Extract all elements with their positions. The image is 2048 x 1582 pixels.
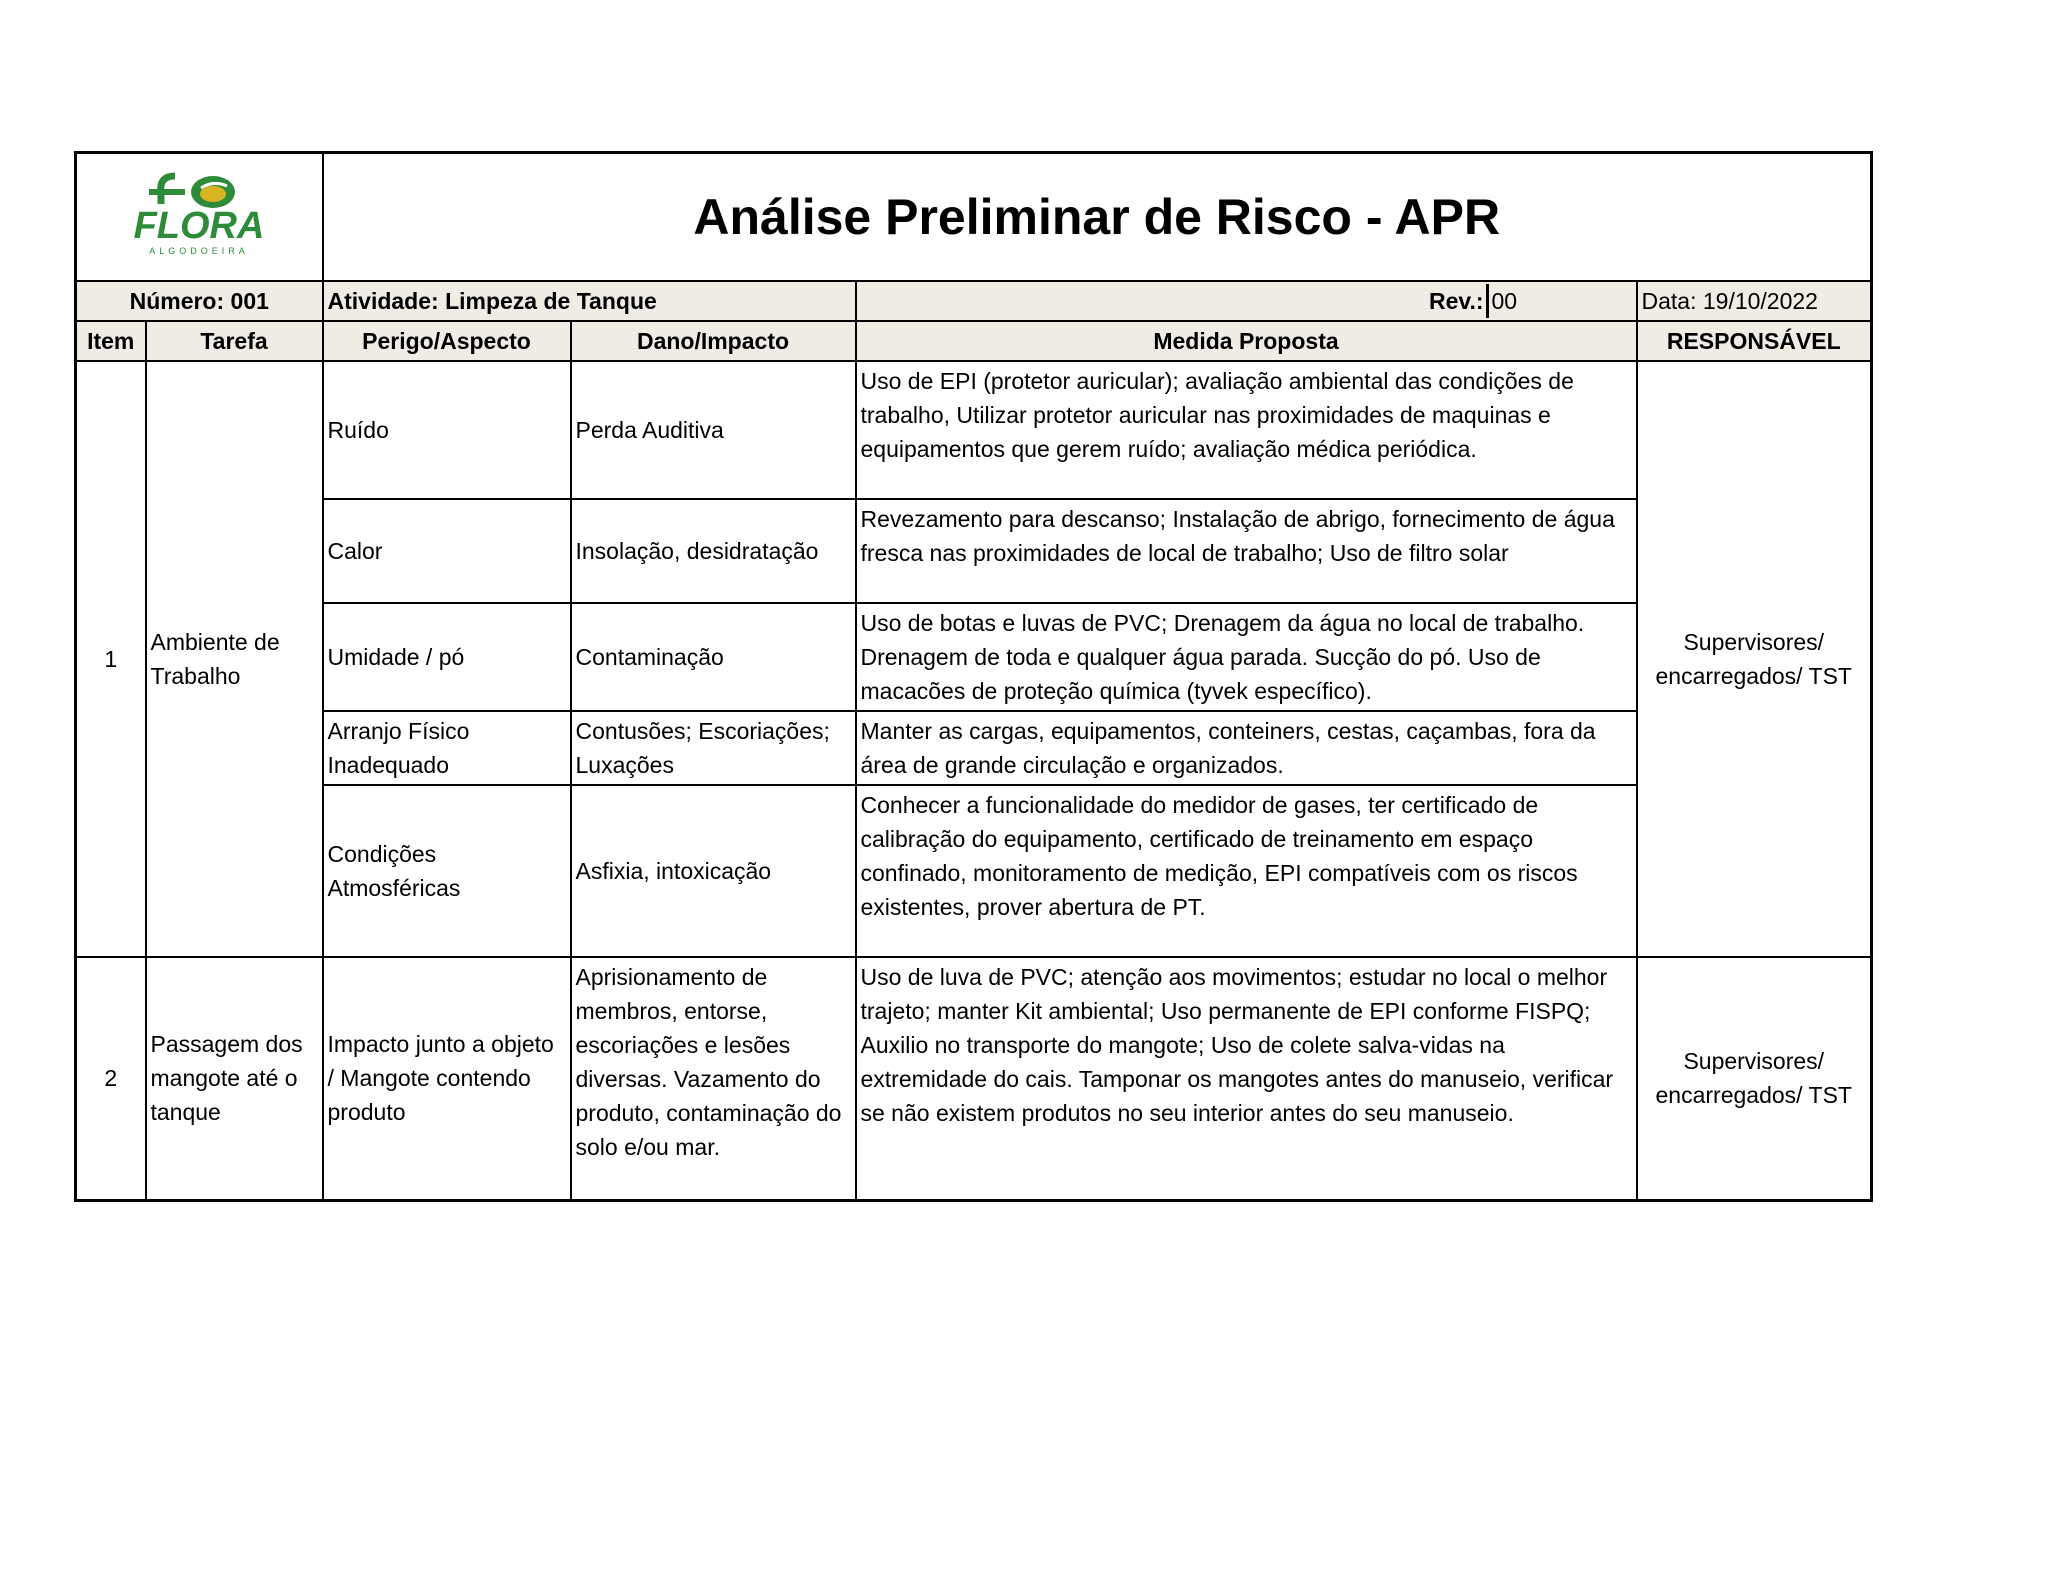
col-header-dano: Dano/Impacto (571, 321, 856, 361)
col-header-tarefa: Tarefa (146, 321, 323, 361)
dano-cell: Insolação, desidratação (571, 499, 856, 603)
dano-cell: Asfixia, intoxicação (571, 785, 856, 957)
item-cell: 1 (76, 361, 146, 957)
rev-cell (856, 281, 1637, 321)
medida-cell: Uso de botas e luvas de PVC; Drenagem da água no local de trabalho. Drenagem de toda e qualquer água parada. Sucção do pó. Uso de macacões de proteção química (tyvek específico). (856, 603, 1637, 711)
item-cell: 2 (76, 957, 146, 1201)
responsavel-cell: Supervisores/ encarregados/ TST (1637, 957, 1872, 1201)
apr-table (74, 151, 1873, 1202)
table-row (76, 603, 1872, 711)
logo-subtext: ALGODOEIRA (149, 246, 250, 257)
document-title: Análise Preliminar de Risco - APR (323, 153, 1872, 281)
perigo-cell: Umidade / pó (323, 603, 571, 711)
rev-value: 00 (1486, 284, 1632, 318)
col-header-item: Item (76, 321, 146, 361)
perigo-cell: Condições Atmosféricas (323, 785, 571, 957)
perigo-cell: Ruído (323, 361, 571, 499)
table-row (76, 499, 1872, 603)
title-row (76, 153, 1872, 281)
tarefa-cell: Ambiente de Trabalho (146, 361, 323, 957)
medida-cell: Revezamento para descanso; Instalação de abrigo, fornecimento de água fresca nas proximidades de local de trabalho; Uso de filtro solar (856, 499, 1637, 603)
flora-logo (89, 164, 309, 260)
perigo-cell: Impacto junto a objeto / Mangote contendo produto (323, 957, 571, 1201)
logo-text: FLORA (133, 205, 265, 248)
medida-cell: Conhecer a funcionalidade do medidor de gases, ter certificado de calibração do equipamento, certificado de treinamento em espaço confinado, monitoramento de medição, EPI compatíveis com os riscos existentes, prover abertura de PT. (856, 785, 1637, 957)
col-header-perigo: Perigo/Aspecto (323, 321, 571, 361)
perigo-cell: Calor (323, 499, 571, 603)
table-row (76, 711, 1872, 785)
table-row (76, 957, 1872, 1201)
tarefa-cell: Passagem dos mangote até o tanque (146, 957, 323, 1201)
info-row (76, 281, 1872, 321)
numero-cell: Número: 001 (76, 281, 323, 321)
apr-document (74, 151, 1870, 1202)
dano-cell: Contusões; Escoriações; Luxações (571, 711, 856, 785)
medida-cell: Uso de EPI (protetor auricular); avaliação ambiental das condições de trabalho, Utilizar protetor auricular nas proximidades de maquinas e equipamentos que gerem ruído; avaliação médica periódica. (856, 361, 1637, 499)
dano-cell: Perda Auditiva (571, 361, 856, 499)
col-header-responsavel: RESPONSÁVEL (1637, 321, 1872, 361)
rev-label: Rev.: (1428, 287, 1484, 314)
medida-cell: Uso de luva de PVC; atenção aos movimentos; estudar no local o melhor trajeto; manter Kit ambiental; Uso permanente de EPI conforme FISPQ; Auxilio no transporte do mangote; Uso de colete salva-vidas na extremidade do cais. Tamponar os mangotes antes do manuseio, verificar se não existem produtos no seu interior antes do seu manuseio. (856, 957, 1637, 1201)
dano-cell: Contaminação (571, 603, 856, 711)
dano-cell: Aprisionamento de membros, entorse, escoriações e lesões diversas. Vazamento do produto, contaminação do solo e/ou mar. (571, 957, 856, 1201)
medida-cell: Manter as cargas, equipamentos, conteiners, cestas, caçambas, fora da área de grande circulação e organizados. (856, 711, 1637, 785)
col-header-medida: Medida Proposta (856, 321, 1637, 361)
responsavel-cell: Supervisores/ encarregados/ TST (1637, 361, 1872, 957)
column-header-row (76, 321, 1872, 361)
rev-wrap (861, 284, 1632, 318)
data-cell: Data: 19/10/2022 (1637, 281, 1872, 321)
logo-cell (76, 153, 323, 281)
perigo-cell: Arranjo Físico Inadequado (323, 711, 571, 785)
table-row (76, 361, 1872, 499)
atividade-cell: Atividade: Limpeza de Tanque (323, 281, 856, 321)
table-row (76, 785, 1872, 957)
